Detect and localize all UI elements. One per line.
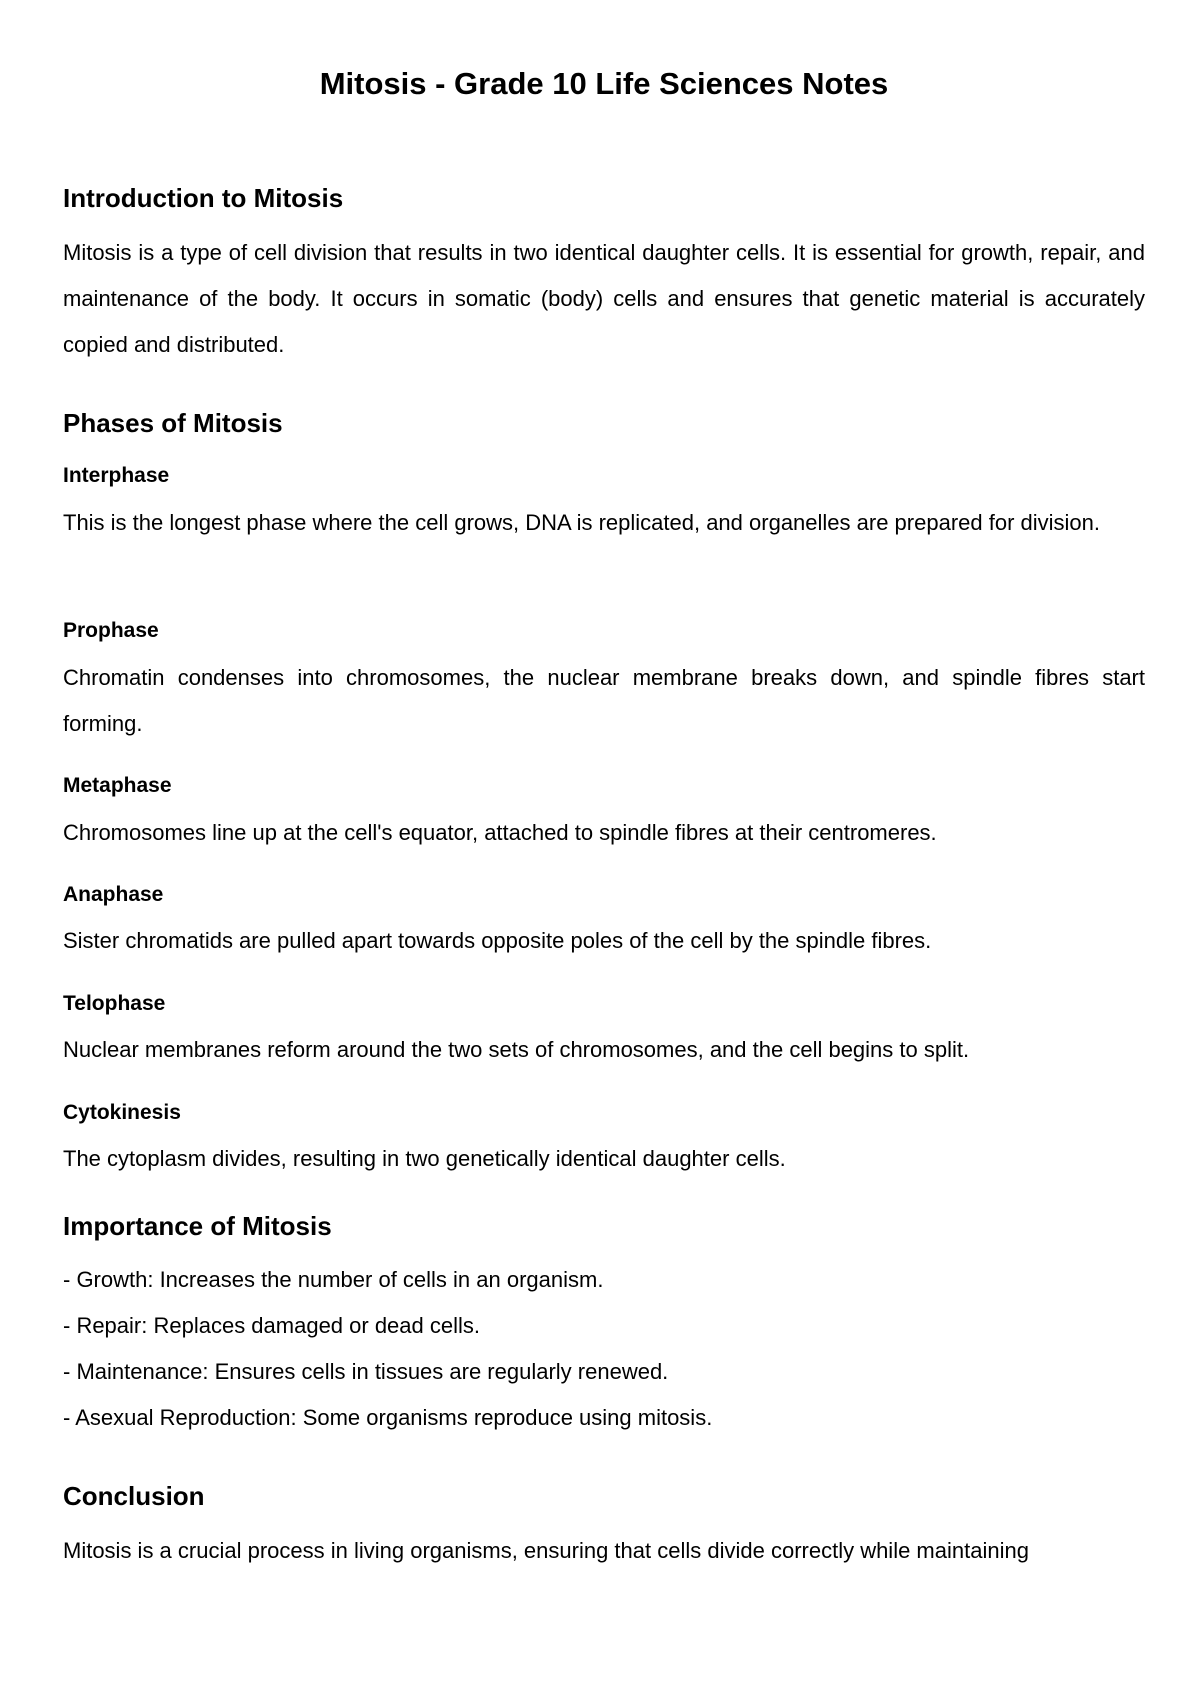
importance-item-maintenance: - Maintenance: Ensures cells in tissues are regularly renewed. [63, 1359, 669, 1384]
importance-item-growth: - Growth: Increases the number of cells in an organism. [63, 1267, 604, 1292]
introduction-paragraph: Mitosis is a type of cell division that results in two identical daughter cells. It is essential for growth, repair, and maintenance of the body. It occurs in somatic (body) cells and ensures that genetic material is accurately copied and distributed. [63, 240, 1145, 357]
phase-telophase-description: Nuclear membranes reform around the two sets of chromosomes, and the cell begins to split. [63, 1037, 970, 1062]
importance-list [63, 1257, 1145, 1441]
importance-item-repair: - Repair: Replaces damaged or dead cells. [63, 1313, 481, 1338]
introduction-heading: Introduction to Mitosis [63, 183, 344, 213]
phase-anaphase-description: Sister chromatids are pulled apart towards opposite poles of the cell by the spindle fibres. [63, 928, 932, 953]
phase-cytokinesis-description: The cytoplasm divides, resulting in two genetically identical daughter cells. [63, 1146, 786, 1171]
phase-metaphase-description: Chromosomes line up at the cell's equator, attached to spindle fibres at their centromeres. [63, 820, 937, 845]
phase-telophase-heading: Telophase [63, 992, 166, 1015]
conclusion-heading: Conclusion [63, 1481, 205, 1511]
phase-prophase-description: Chromatin condenses into chromosomes, the nuclear membrane breaks down, and spindle fibres start forming. [63, 665, 1145, 736]
phase-interphase-heading: Interphase [63, 464, 170, 487]
phase-cytokinesis-heading: Cytokinesis [63, 1101, 181, 1124]
phase-anaphase-heading: Anaphase [63, 883, 164, 906]
conclusion-paragraph: Mitosis is a crucial process in living organisms, ensuring that cells divide correctly while maintaining [63, 1538, 1029, 1563]
phase-metaphase-heading: Metaphase [63, 774, 172, 797]
phases-heading: Phases of Mitosis [63, 408, 283, 438]
phase-interphase-description: This is the longest phase where the cell grows, DNA is replicated, and organelles are prepared for division. [63, 510, 1100, 535]
phase-prophase-heading: Prophase [63, 619, 159, 642]
importance-heading: Importance of Mitosis [63, 1211, 332, 1241]
document-page [63, 0, 1145, 1696]
document-title: Mitosis - Grade 10 Life Sciences Notes [319, 66, 889, 101]
importance-item-asexual-reproduction: - Asexual Reproduction: Some organisms reproduce using mitosis. [63, 1405, 713, 1430]
